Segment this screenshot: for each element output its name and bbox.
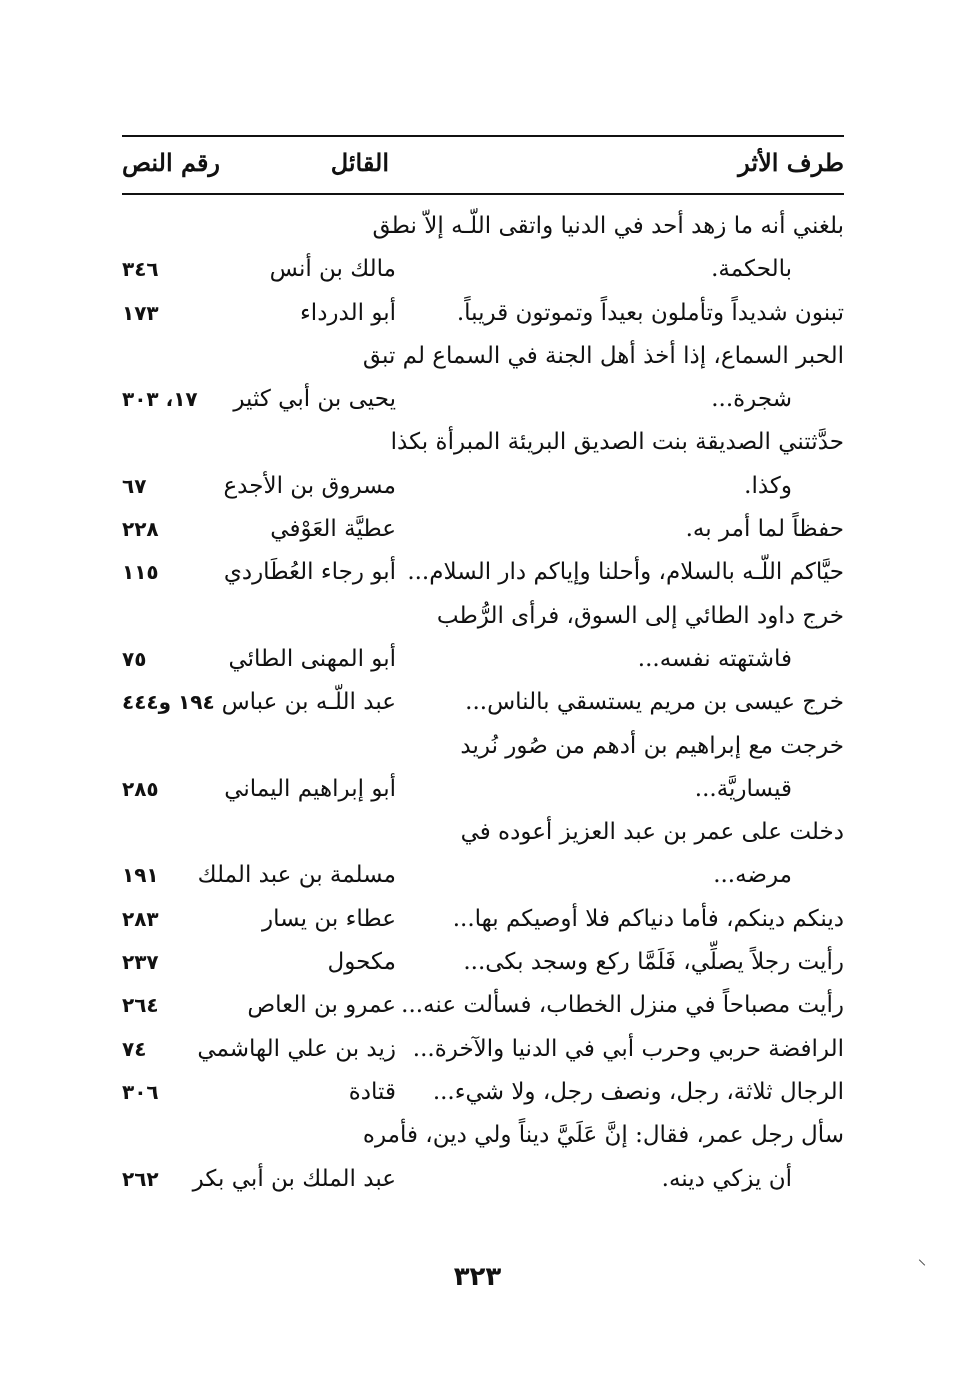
table-row [122, 898, 844, 941]
athar-text: خرجت مع إبراهيم بن أدهم من صُور نُريد [460, 732, 844, 759]
table-row [122, 941, 844, 984]
athar-text: رأيت رجلاً يصلِّي، فَلَمَّا ركع وسجد بكى... [463, 949, 844, 976]
athar-text: دخلت على عمر بن عبد العزيز أعوده في [460, 819, 844, 846]
narrator-name: يحيى بن أبي كثير [233, 386, 396, 413]
table-row [122, 421, 844, 464]
athar-text: حفظاً لما أمر به. [685, 516, 844, 543]
athar-text: دينكم دينكم، فأما دنياكم فلا أوصيكم بها... [452, 905, 844, 932]
header-atr: طرف الأثر [738, 148, 844, 177]
table-row [122, 465, 844, 508]
athar-text: حدَّثتني الصديقة بنت الصديق البريئة المبرأة بكذا [390, 429, 844, 456]
narrator-name: عبد الملك بن أبي بكر [192, 1165, 396, 1192]
text-number: ٧٤ [122, 1036, 147, 1061]
athar-text: وكذا. [744, 472, 792, 499]
table-row [122, 768, 844, 811]
table-row [122, 811, 844, 854]
table-header [122, 142, 844, 186]
table-row [122, 335, 844, 378]
text-number: ١٩١ [122, 863, 159, 888]
table-row [122, 1071, 844, 1114]
narrator-name: عمرو بن العاص [247, 992, 396, 1019]
table-row [122, 378, 844, 421]
narrator-name: أبو إبراهيم اليماني [224, 775, 396, 802]
narrator-name: أبو رجاء العُطَاردي [223, 559, 396, 586]
athar-text: بلغني أنه ما زهد أحد في الدنيا واتقى اللّـه إلاّ نطق [372, 213, 844, 239]
text-number: ١٧٣ [122, 300, 159, 325]
text-number: ٢٨٥ [122, 776, 159, 801]
athar-text: فاشتهته نفسه... [637, 645, 792, 672]
athar-text: أن يزكي دينه. [661, 1165, 792, 1192]
text-number: ١٧، ٣٠٣ [122, 387, 198, 412]
text-number: ٢٣٧ [122, 950, 159, 975]
athar-text: الرافضة حربي وحرب أبي في الدنيا والآخرة... [412, 1035, 844, 1062]
narrator-name: أبو المهنى الطائي [228, 645, 396, 672]
text-number: ٦٧ [122, 473, 147, 498]
table-row [122, 1114, 844, 1157]
text-number: ٢٨٣ [122, 906, 159, 931]
table-row [122, 508, 844, 551]
header-num: رقم النص [122, 148, 221, 177]
table-row [122, 681, 844, 724]
athar-text: خرج داود الطائي إلى السوق، فرأى الرُّطب [436, 602, 844, 629]
text-number: ٢٦٤ [122, 993, 159, 1018]
table-row [122, 551, 844, 594]
text-number: ٣٤٦ [122, 257, 159, 282]
athar-text: تبنون شديداً وتأملون بعيداً وتموتون قريباً. [456, 299, 844, 326]
athar-text: الرجال ثلاثة، رجل، ونصف رجل، ولا شيء... [432, 1078, 844, 1105]
narrator-name: مكحول [327, 949, 396, 976]
table-row [122, 1158, 844, 1201]
narrator-name: مالك بن أنس [269, 256, 396, 283]
header-rule [122, 193, 844, 195]
athar-text: قيساريَّة... [694, 775, 792, 802]
header-qail: القائل [330, 148, 389, 177]
narrator-name: مسروق بن الأجدع [223, 472, 396, 499]
athar-text: خرج عيسى بن مريم يستسقي بالناس... [465, 689, 844, 716]
table-row [122, 638, 844, 681]
narrator-name: عطيَّة العَوْفي [270, 516, 396, 543]
athar-text: مرضه... [713, 862, 792, 889]
top-rule [122, 135, 844, 137]
athar-text: حيَّاكم اللّـه بالسلام، وأحلنا وإياكم دار السلام... [407, 559, 844, 586]
athar-text: بالحكمة. [711, 256, 792, 283]
narrator-name: مسلمة بن عبد الملك [197, 862, 396, 889]
table-row [122, 984, 844, 1027]
narrator-name: زيد بن علي الهاشمي [197, 1035, 396, 1062]
text-number: ١١٥ [122, 560, 159, 585]
narrator-name: عبد اللّـه بن عباس [221, 689, 396, 716]
table-row [122, 248, 844, 291]
athar-text: سأل رجل عمر، فقال: إنَّ عَلَيَّ ديناً ولي دين، فأمره [362, 1122, 844, 1149]
table-row [122, 292, 844, 335]
index-table [122, 205, 844, 1201]
narrator-name: عطاء بن يسار [262, 905, 396, 932]
athar-text: شجرة... [711, 386, 792, 413]
narrator-name: أبو الدرداء [299, 299, 396, 326]
athar-text: رأيت مصباحاً في منزل الخطاب، فسألت عنه... [401, 992, 844, 1019]
table-row [122, 1028, 844, 1071]
text-number: ٧٥ [122, 646, 147, 671]
athar-text: الحبر السماع، إذا أخذ أهل الجنة في السماع لم تبق [362, 342, 844, 369]
table-row [122, 725, 844, 768]
narrator-name: قتادة [348, 1078, 396, 1105]
table-row [122, 595, 844, 638]
table-row [122, 854, 844, 897]
text-number: ٢٢٨ [122, 517, 159, 542]
text-number: ١٩٤ و٤٤٤ [122, 690, 215, 715]
page-number: ٣٢٣ [453, 1262, 502, 1292]
table-row [122, 205, 844, 248]
text-number: ٢٦٢ [122, 1166, 159, 1191]
text-number: ٣٠٦ [122, 1079, 159, 1104]
